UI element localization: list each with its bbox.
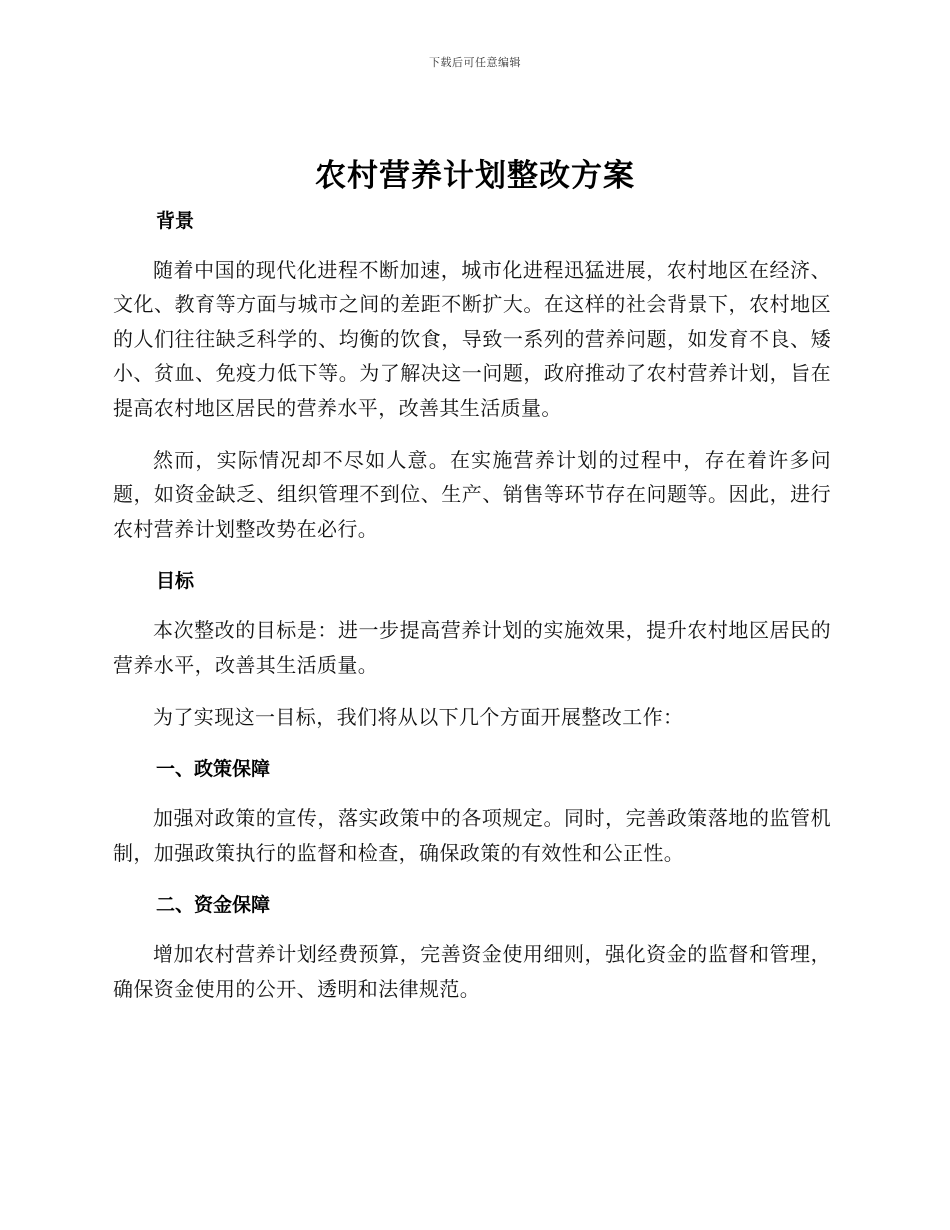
paragraph-goal-1: 本次整改的目标是：进一步提高营养计划的实施效果，提升农村地区居民的营养水平，改善其生活质量。: [113, 618, 831, 677]
paragraph-background-1: 随着中国的现代化进程不断加速，城市化进程迅猛进展，农村地区在经济、文化、教育等方面与城市之间的差距不断扩大。在这样的社会背景下，农村地区的人们往往缺乏科学的、均衡的饮食，导致一系列的营养问题，如发育不良、矮小、贫血、免疫力低下等。为了解决这一问题，政府推动了农村营养计划，旨在提高农村地区居民的营养水平，改善其生活质量。: [113, 258, 831, 420]
section-heading-goal: 目标: [156, 570, 195, 593]
paragraph-policy-1: 加强对政策的宣传，落实政策中的各项规定。同时，完善政策落地的监管机制，加强政策执行的监督和检查，确保政策的有效性和公正性。: [113, 806, 831, 865]
header-note: 下载后可任意编辑: [429, 56, 521, 69]
section-heading-funding: 二、资金保障: [156, 894, 271, 917]
paragraph-background-2: 然而，实际情况却不尽如人意。在实施营养计划的过程中，存在着许多问题，如资金缺乏、组织管理不到位、生产、销售等环节存在问题等。因此，进行农村营养计划整改势在必行。: [113, 448, 831, 541]
document-body: [113, 204, 831, 1006]
document-title: 农村营养计划整改方案: [315, 158, 635, 194]
paragraph-funding-1: 增加农村营养计划经费预算，完善资金使用细则，强化资金的监督和管理，确保资金使用的公开、透明和法律规范。: [113, 942, 831, 1001]
section-heading-policy: 一、政策保障: [156, 758, 271, 781]
section-heading-background: 背景: [156, 210, 195, 232]
paragraph-goal-2: 为了实现这一目标，我们将从以下几个方面开展整改工作：: [153, 705, 684, 730]
